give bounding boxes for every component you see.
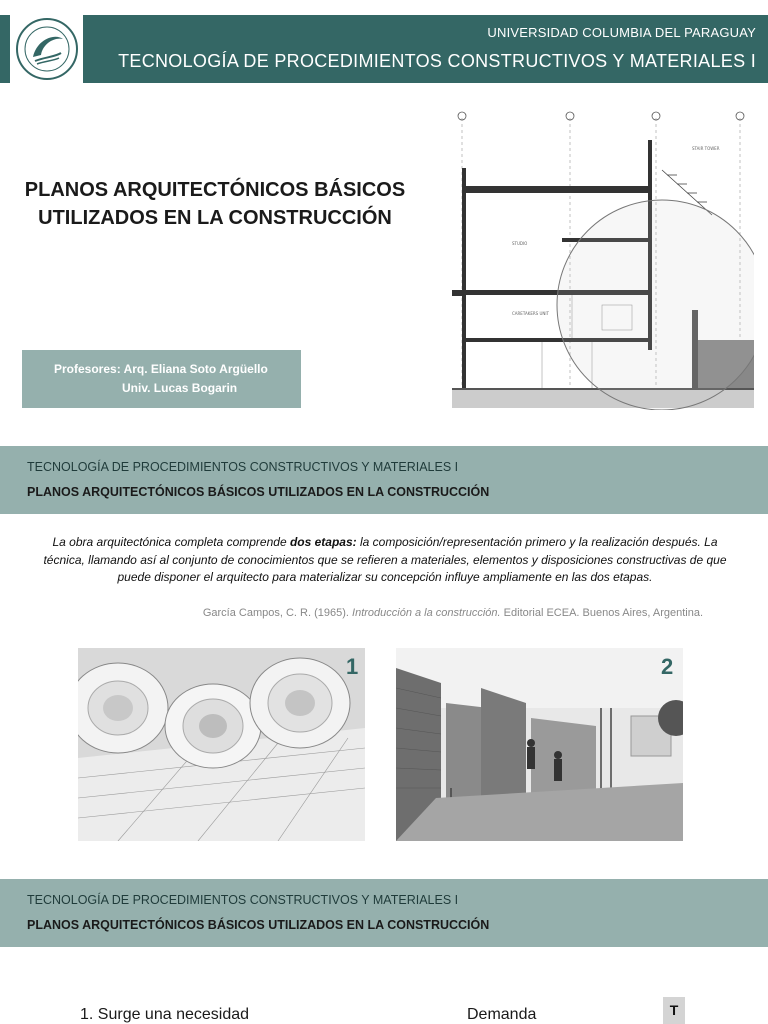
band-title: PLANOS ARQUITECTÓNICOS BÁSICOS UTILIZADOS EN LA CONSTRUCCIÓN <box>27 485 490 499</box>
svg-text:CARETAKERS UNIT: CARETAKERS UNIT <box>512 311 549 316</box>
demand-label: Demanda <box>467 1006 537 1023</box>
citation <box>60 607 703 619</box>
quote-text-part2: la composición/representación primero y la realización después. La técnica, llamando así al conjunto de conocimientos que se refieren a materiales, elementos y disposiciones constructivas de que puede disponer el arquitecto para materializar su concepción influye ampliamente en las dos etapas. <box>43 535 727 585</box>
course-name: TECNOLOGÍA DE PROCEDIMIENTOS CONSTRUCTIVOS Y MATERIALES I <box>118 51 756 71</box>
rolled-blueprints-photo <box>78 648 365 841</box>
citation-title: Introducción a la construcción. <box>352 607 501 619</box>
title-line-2: UTILIZADOS EN LA CONSTRUCCIÓN <box>38 207 392 229</box>
quote-paragraph <box>40 534 730 587</box>
quote-bold: dos etapas: <box>289 535 357 549</box>
title-line-1: PLANOS ARQUITECTÓNICOS BÁSICOS <box>24 179 406 201</box>
band-title-2: PLANOS ARQUITECTÓNICOS BÁSICOS UTILIZADOS EN LA CONSTRUCCIÓN <box>27 918 490 932</box>
list-item-1: 1. Surge una necesidad <box>80 1006 250 1023</box>
section-band-1 <box>0 446 768 514</box>
band-course-name-2: TECNOLOGÍA DE PROCEDIMIENTOS CONSTRUCTIVOS Y MATERIALES I <box>27 893 459 907</box>
citation-author: García Campos, C. R. (1965). <box>202 607 353 619</box>
university-seal-icon <box>10 15 83 83</box>
band-course-name: TECNOLOGÍA DE PROCEDIMIENTOS CONSTRUCTIVOS Y MATERIALES I <box>27 460 459 474</box>
quote-text-part1: La obra arquitectónica completa comprende <box>52 535 290 549</box>
construction-site-photo <box>396 648 683 841</box>
professor-2: Univ. Lucas Bogarin <box>122 381 238 395</box>
citation-rest: Editorial ECEA. Buenos Aires, Argentina. <box>500 607 703 619</box>
svg-text:STUDIO: STUDIO <box>512 241 528 246</box>
top-header <box>0 15 768 83</box>
svg-text:STAIR TOWER: STAIR TOWER <box>692 146 720 151</box>
university-name: UNIVERSIDAD COLUMBIA DEL PARAGUAY <box>487 25 756 40</box>
photo-number-1: 1 <box>346 654 359 679</box>
section-band-2 <box>0 879 768 947</box>
professor-1: Profesores: Arq. Eliana Soto Argüello <box>54 362 268 376</box>
professors-box <box>22 350 301 408</box>
presentation-title <box>10 176 420 232</box>
photo-number-2: 2 <box>661 654 674 679</box>
architectural-section-drawing <box>452 110 754 410</box>
marker-box: T <box>663 997 685 1024</box>
